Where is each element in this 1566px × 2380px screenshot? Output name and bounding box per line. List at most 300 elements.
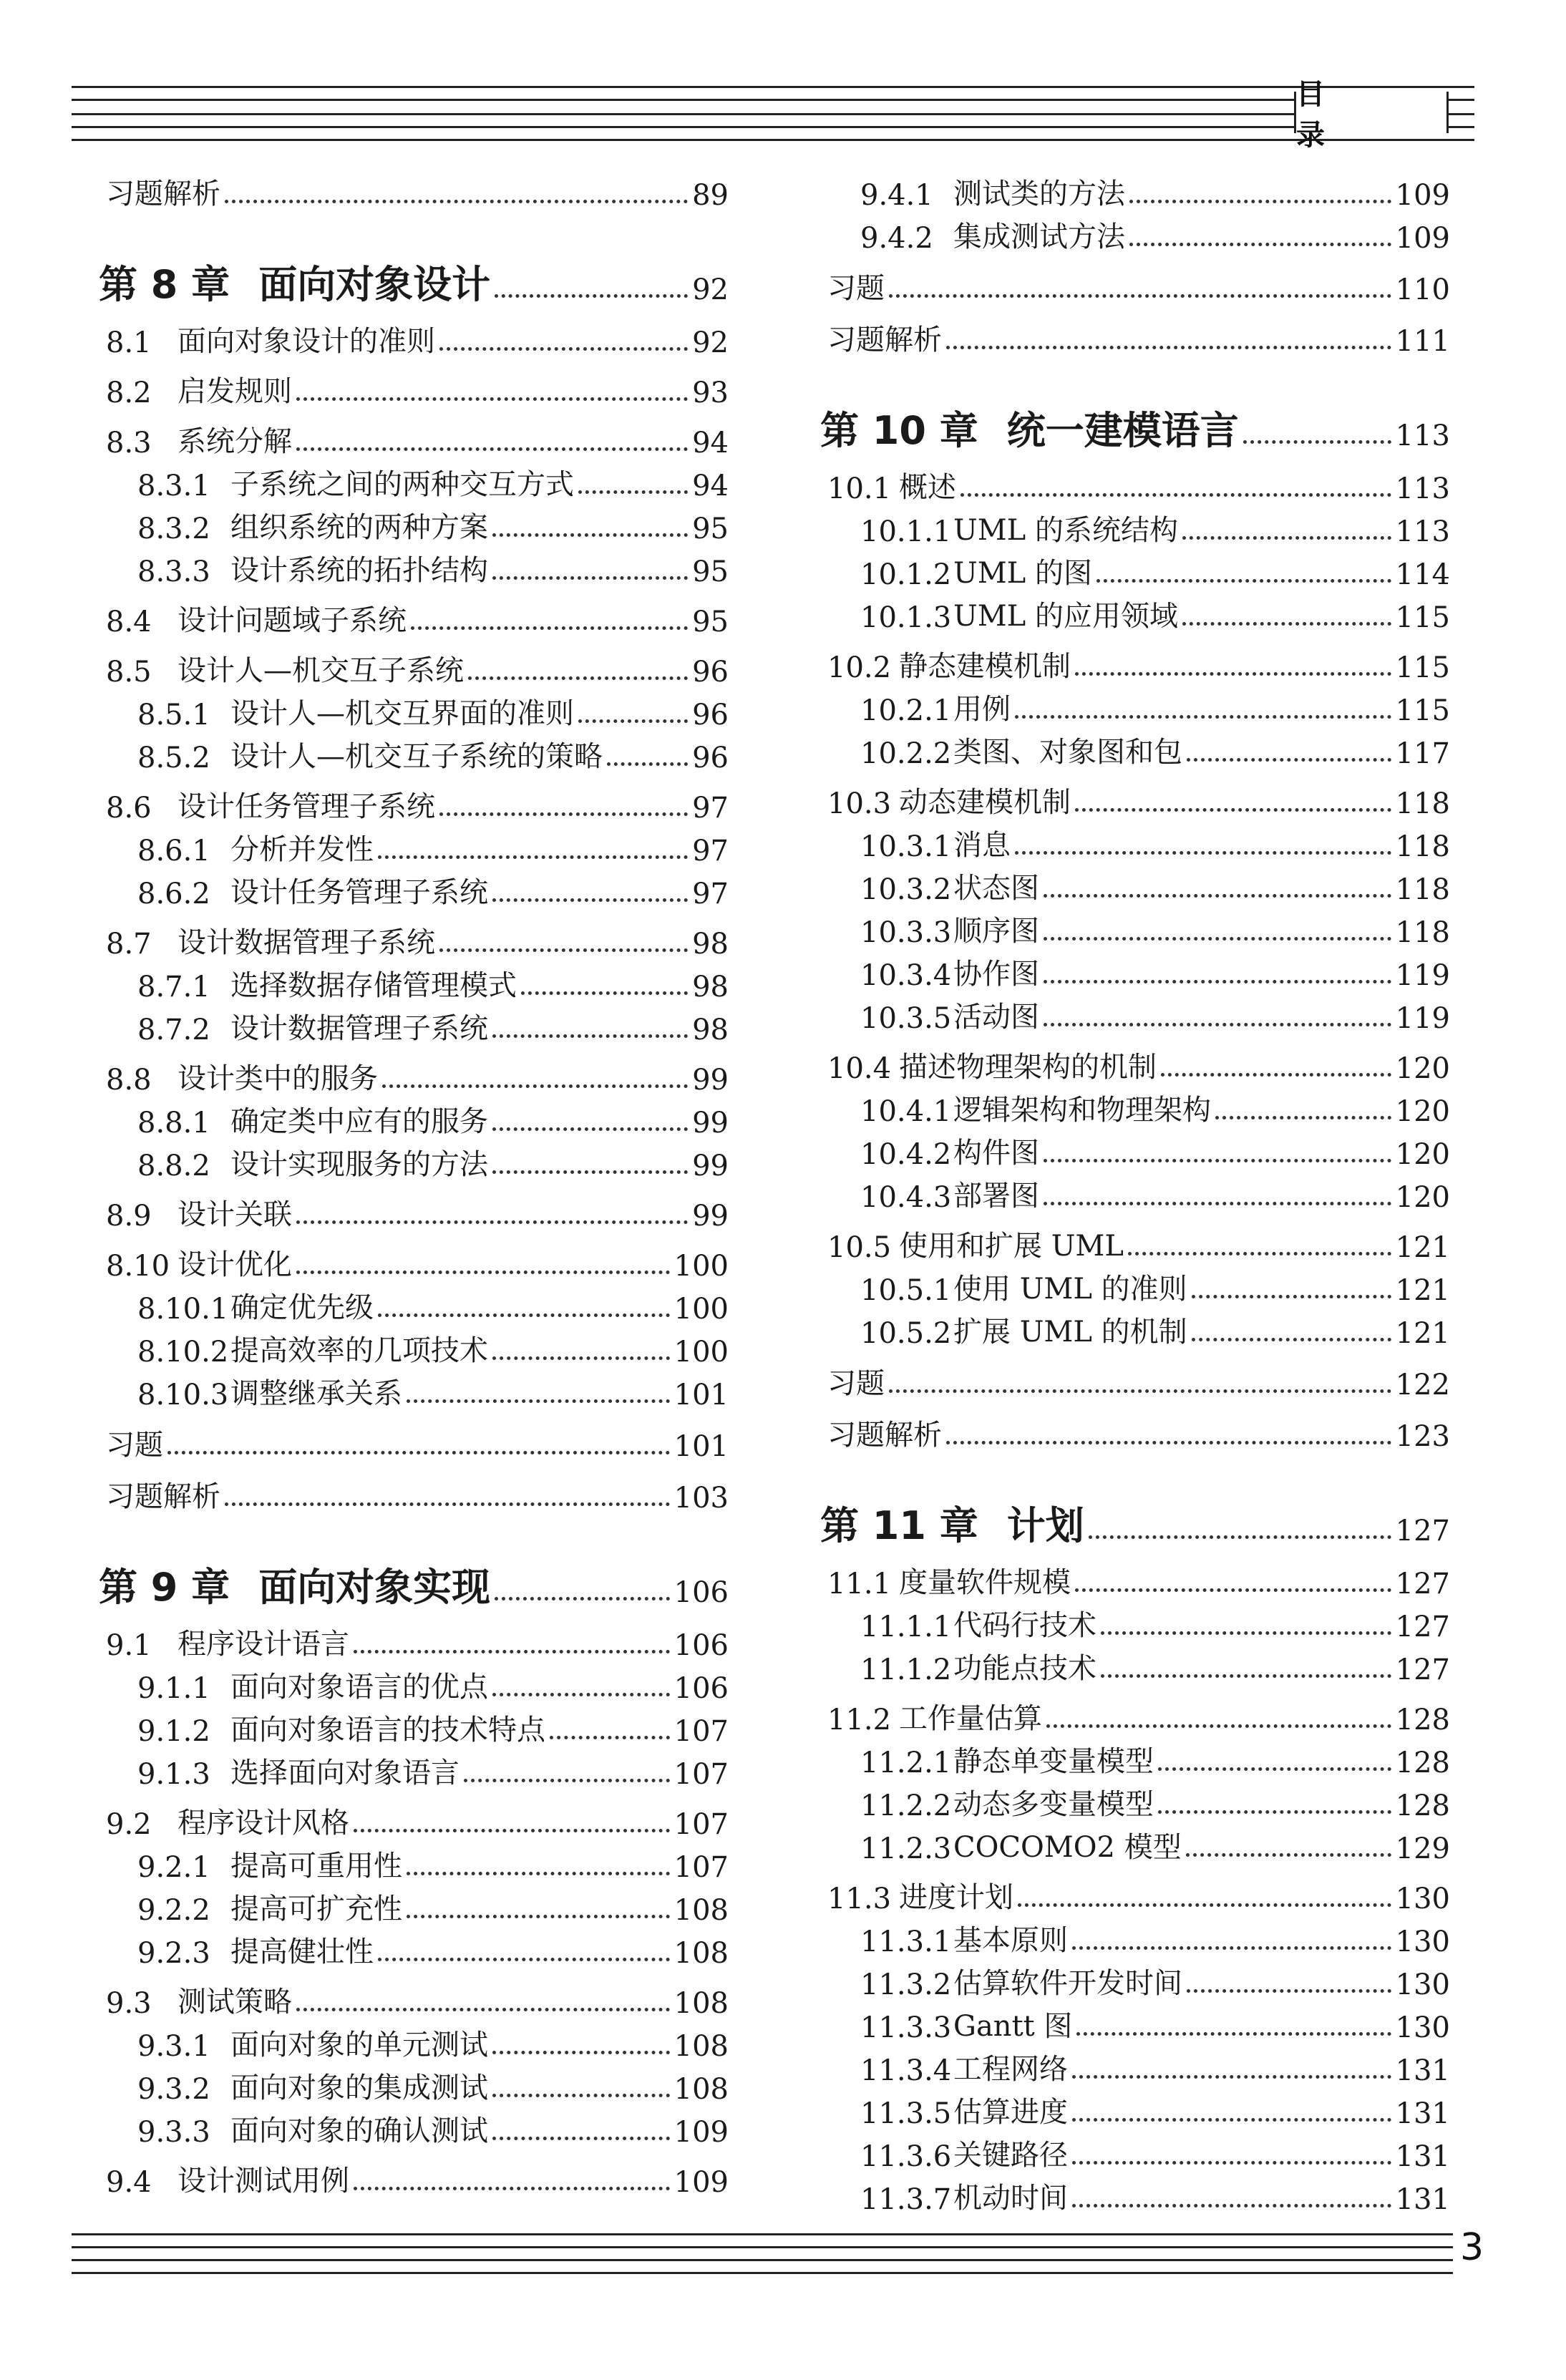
toc-entry-number: 10.3.2 bbox=[860, 873, 952, 906]
toc-entry bbox=[137, 2106, 729, 2149]
toc-entry bbox=[860, 2087, 1450, 2130]
toc-entry-title: 使用和扩展 UML bbox=[899, 1230, 1124, 1263]
toc-entry-page: 130 bbox=[1395, 2011, 1450, 2044]
toc-entry-title: 设计数据管理子系统 bbox=[230, 1012, 488, 1045]
toc-entry-page: 103 bbox=[673, 1482, 729, 1515]
toc-entry bbox=[860, 1737, 1450, 1779]
toc-entry-title: 习题 bbox=[827, 272, 885, 305]
toc-entry-page: 128 bbox=[1395, 1704, 1450, 1737]
toc-entry-number: 10.5 bbox=[827, 1231, 892, 1264]
toc-entry-page: 131 bbox=[1395, 2140, 1450, 2173]
toc-entry-page: 111 bbox=[1395, 325, 1450, 358]
toc-entry-title: 确定优先级 bbox=[230, 1291, 374, 1324]
toc-dot-leader bbox=[296, 447, 688, 451]
toc-entry-title: 习题解析 bbox=[827, 324, 942, 356]
toc-dot-leader bbox=[439, 948, 688, 952]
toc-entry bbox=[827, 1558, 1450, 1601]
toc-dot-leader bbox=[1243, 440, 1391, 444]
toc-entry-number: 10.3 bbox=[827, 787, 892, 820]
toc-entry bbox=[827, 1873, 1450, 1915]
toc-entry-title: 设计任务管理子系统 bbox=[177, 790, 435, 823]
toc-entry bbox=[106, 1977, 729, 2020]
toc-entry-number: 10.3.5 bbox=[860, 1002, 952, 1035]
toc-entry-number: 11.2.3 bbox=[860, 1832, 952, 1865]
toc-entry-page: 127 bbox=[1395, 1568, 1450, 1601]
toc-entry-number: 10.2 bbox=[827, 651, 892, 684]
toc-entry-title: 静态单变量模型 bbox=[953, 1745, 1154, 1778]
toc-entry-title: 启发规则 bbox=[177, 375, 292, 408]
toc-dot-leader bbox=[1158, 1767, 1391, 1771]
toc-entry-page: 101 bbox=[673, 1379, 729, 1412]
toc-entry-title: 子系统之间的两种交互方式 bbox=[230, 468, 574, 501]
toc-entry-title: 概述 bbox=[899, 471, 956, 504]
toc-entry-number: 8.5 bbox=[106, 656, 152, 689]
toc-dot-leader bbox=[1215, 1116, 1391, 1119]
toc-entry-page: 94 bbox=[692, 470, 729, 502]
toc-entry-number: 9.3.2 bbox=[137, 2073, 210, 2106]
toc-entry bbox=[106, 2156, 729, 2199]
toc-entry-number: 8.3 bbox=[106, 427, 152, 460]
header-title-box bbox=[1294, 78, 1449, 152]
toc-entry-title: 测试策略 bbox=[177, 1986, 292, 2019]
toc-entry bbox=[860, 1085, 1450, 1128]
toc-entry-page: 119 bbox=[1395, 1002, 1450, 1035]
toc-entry bbox=[106, 1190, 729, 1233]
toc-entry-number: 10.3.4 bbox=[860, 959, 952, 992]
header-rule-2 bbox=[72, 99, 1474, 101]
toc-dot-leader bbox=[521, 991, 688, 995]
toc-entry bbox=[137, 1369, 729, 1412]
toc-entry-number: 11.3.3 bbox=[860, 2011, 952, 2044]
toc-dot-leader bbox=[382, 1084, 688, 1088]
toc-dot-leader bbox=[1015, 715, 1391, 719]
toc-entry-number: 8.1 bbox=[106, 326, 152, 359]
toc-entry bbox=[106, 1054, 729, 1097]
toc-entry-number: 9.3.3 bbox=[137, 2116, 210, 2149]
toc-entry-title: 面向对象的确认测试 bbox=[230, 2114, 488, 2147]
footer-rule-3 bbox=[72, 2259, 1453, 2261]
toc-entry-title: 功能点技术 bbox=[953, 1652, 1096, 1685]
toc-entry-page: 108 bbox=[673, 1987, 729, 2020]
toc-entry-page: 94 bbox=[692, 427, 729, 460]
toc-entry-number: 8.7.2 bbox=[137, 1014, 210, 1046]
toc-entry-title: 程序设计风格 bbox=[177, 1807, 349, 1840]
toc-entry-number: 10.5.2 bbox=[860, 1317, 952, 1350]
toc-entry-title: 协作图 bbox=[953, 958, 1039, 991]
toc-dot-leader bbox=[354, 2187, 670, 2190]
toc-entry-title: 面向对象实现 bbox=[258, 1565, 491, 1610]
toc-dot-leader bbox=[1044, 937, 1391, 941]
toc-entry-number: 11.3.4 bbox=[860, 2054, 952, 2087]
toc-dot-leader bbox=[378, 855, 688, 859]
toc-entry-page: 110 bbox=[1395, 273, 1450, 306]
toc-entry bbox=[860, 1264, 1450, 1307]
toc-entry-page: 100 bbox=[673, 1336, 729, 1369]
toc-dot-leader bbox=[1075, 808, 1391, 812]
toc-entry-title: 构件图 bbox=[953, 1137, 1039, 1170]
toc-entry-number: 9.2.1 bbox=[137, 1851, 210, 1884]
toc-entry-number: 第 8 章 bbox=[99, 262, 230, 307]
toc-entry-title: 进度计划 bbox=[899, 1881, 1013, 1914]
toc-entry-number: 8.3.1 bbox=[137, 470, 210, 502]
toc-dot-leader bbox=[1129, 200, 1391, 203]
toc-dot-leader bbox=[439, 347, 688, 351]
page-number: 3 bbox=[1460, 2226, 1484, 2269]
toc-entry-number: 11.3.5 bbox=[860, 2097, 952, 2130]
toc-entry-title: 度量软件规模 bbox=[899, 1566, 1071, 1599]
toc-entry-title: 习题解析 bbox=[106, 1480, 220, 1513]
toc-entry-page: 101 bbox=[673, 1430, 729, 1463]
toc-entry bbox=[860, 906, 1450, 949]
toc-entry-page: 114 bbox=[1395, 558, 1450, 591]
toc-entry-title: UML 的系统结构 bbox=[953, 514, 1178, 547]
toc-entry-number: 8.10.3 bbox=[137, 1379, 229, 1412]
toc-chapter-entry bbox=[99, 245, 729, 309]
toc-dot-leader bbox=[1192, 1338, 1391, 1341]
toc-entry-page: 100 bbox=[673, 1293, 729, 1326]
toc-entry-title: COCOMO2 模型 bbox=[953, 1831, 1182, 1864]
toc-entry-title: 面向对象的集成测试 bbox=[230, 2071, 488, 2104]
toc-entry bbox=[137, 868, 729, 910]
toc-entry-title: 动态建模机制 bbox=[899, 786, 1071, 819]
toc-entry-number: 9.2.2 bbox=[137, 1894, 210, 1927]
toc-dot-leader bbox=[1072, 2118, 1391, 2122]
header-title: 目 录 bbox=[1296, 78, 1368, 152]
toc-entry bbox=[860, 1643, 1450, 1686]
toc-entry-number: 9.2 bbox=[106, 1808, 152, 1841]
toc-dot-leader bbox=[1128, 1252, 1391, 1255]
toc-entry-title: 计划 bbox=[1006, 1503, 1084, 1548]
toc-entry-page: 130 bbox=[1395, 1883, 1450, 1915]
toc-entry-title: 设计数据管理子系统 bbox=[177, 926, 435, 959]
toc-entry-number: 11.3.2 bbox=[860, 1968, 952, 2001]
toc-entry-number: 10.4.1 bbox=[860, 1095, 952, 1128]
toc-entry-page: 127 bbox=[1395, 1653, 1450, 1686]
toc-entry-title: Gantt 图 bbox=[953, 2010, 1073, 2043]
toc-entry-number: 11.3.7 bbox=[860, 2183, 952, 2216]
toc-entry-page: 108 bbox=[673, 2030, 729, 2063]
toc-entry-page: 106 bbox=[673, 1576, 729, 1609]
toc-entry-title: 面向对象设计的准则 bbox=[177, 325, 435, 358]
toc-entry-title: 面向对象的单元测试 bbox=[230, 2029, 488, 2061]
toc-dot-leader bbox=[1089, 1535, 1391, 1539]
toc-entry-page: 106 bbox=[673, 1629, 729, 1662]
toc-dot-leader bbox=[960, 493, 1391, 497]
toc-dot-leader bbox=[411, 626, 688, 630]
toc-entry-title: 统一建模语言 bbox=[1006, 408, 1239, 453]
toc-entry-page: 89 bbox=[692, 179, 729, 212]
toc-entry-title: 设计类中的服务 bbox=[177, 1062, 378, 1095]
toc-dot-leader bbox=[889, 294, 1391, 298]
toc-dot-leader bbox=[225, 200, 688, 203]
toc-entry-number: 8.2 bbox=[106, 377, 152, 409]
toc-entry-number: 10.2.2 bbox=[860, 737, 952, 770]
toc-dot-leader bbox=[492, 1693, 670, 1696]
toc-entry-page: 129 bbox=[1395, 1832, 1450, 1865]
toc-entry bbox=[860, 2173, 1450, 2216]
toc-entry-page: 121 bbox=[1395, 1274, 1450, 1307]
toc-entry-page: 107 bbox=[673, 1851, 729, 1884]
toc-entry-page: 128 bbox=[1395, 1747, 1450, 1779]
toc-entry-number: 8.7.1 bbox=[137, 971, 210, 1004]
toc-entry bbox=[827, 1410, 1450, 1453]
toc-entry bbox=[860, 169, 1450, 212]
toc-entry-number: 8.3.2 bbox=[137, 513, 210, 545]
toc-dot-leader bbox=[1101, 1674, 1391, 1678]
toc-dot-leader bbox=[296, 1271, 670, 1274]
toc-entry-title: 工作量估算 bbox=[899, 1702, 1042, 1735]
toc-entry bbox=[860, 2130, 1450, 2173]
toc-entry-page: 92 bbox=[692, 273, 729, 306]
toc-entry-number: 第 11 章 bbox=[820, 1503, 978, 1548]
toc-entry-title: 提高可扩充性 bbox=[230, 1893, 402, 1925]
toc-dot-leader bbox=[1072, 2075, 1391, 2079]
toc-entry-page: 109 bbox=[673, 2116, 729, 2149]
toc-entry-number: 8.5.1 bbox=[137, 699, 210, 732]
toc-entry-page: 115 bbox=[1395, 651, 1450, 684]
toc-entry-page: 99 bbox=[692, 1150, 729, 1182]
toc-entry-number: 10.1.3 bbox=[860, 601, 952, 634]
toc-dot-leader bbox=[1018, 1903, 1391, 1907]
toc-entry-number: 11.3.1 bbox=[860, 1925, 952, 1958]
toc-dot-leader bbox=[1044, 1202, 1391, 1205]
toc-entry-title: 扩展 UML 的机制 bbox=[953, 1316, 1187, 1349]
toc-entry bbox=[860, 505, 1450, 548]
toc-entry-number: 9.1.3 bbox=[137, 1758, 210, 1791]
toc-entry-number: 11.1 bbox=[827, 1568, 892, 1601]
toc-entry-page: 121 bbox=[1395, 1317, 1450, 1350]
toc-entry bbox=[860, 1128, 1450, 1171]
toc-entry-page: 96 bbox=[692, 699, 729, 732]
toc-entry-title: 选择数据存储管理模式 bbox=[230, 969, 517, 1002]
toc-entry bbox=[860, 1958, 1450, 2001]
toc-entry bbox=[106, 1472, 729, 1515]
toc-dot-leader bbox=[889, 1389, 1391, 1393]
toc-entry-number: 10.2.1 bbox=[860, 694, 952, 727]
toc-dot-leader bbox=[167, 1451, 670, 1454]
toc-entry bbox=[137, 1097, 729, 1140]
toc-entry-title: 描述物理架构的机制 bbox=[899, 1051, 1157, 1084]
toc-entry bbox=[106, 918, 729, 961]
toc-dot-leader bbox=[378, 1313, 670, 1317]
toc-dot-leader bbox=[1187, 758, 1391, 762]
toc-dot-leader bbox=[495, 294, 688, 298]
toc-entry-number: 9.2.3 bbox=[137, 1937, 210, 1970]
toc-entry-page: 122 bbox=[1395, 1369, 1450, 1402]
toc-entry-number: 8.4 bbox=[106, 606, 152, 638]
toc-entry-page: 96 bbox=[692, 742, 729, 774]
toc-dot-leader bbox=[1192, 1295, 1391, 1298]
toc-dot-leader bbox=[492, 2094, 670, 2097]
toc-entry-title: 工程网络 bbox=[953, 2053, 1068, 2086]
toc-entry-page: 108 bbox=[673, 1937, 729, 1970]
toc-entry-title: 设计人—机交互界面的准则 bbox=[230, 697, 574, 730]
toc-entry-title: 系统分解 bbox=[177, 425, 292, 458]
toc-entry bbox=[827, 1694, 1450, 1737]
toc-dot-leader bbox=[1129, 243, 1391, 246]
toc-entry-title: 面向对象设计 bbox=[258, 262, 491, 307]
toc-entry-page: 92 bbox=[692, 326, 729, 359]
toc-entry-page: 99 bbox=[692, 1064, 729, 1097]
toc-dot-leader bbox=[946, 346, 1391, 349]
toc-entry-title: 集成测试方法 bbox=[953, 220, 1125, 253]
toc-entry-page: 128 bbox=[1395, 1789, 1450, 1822]
toc-entry bbox=[137, 1283, 729, 1326]
toc-entry bbox=[860, 684, 1450, 727]
toc-dot-leader bbox=[1187, 1989, 1391, 1993]
toc-entry bbox=[137, 689, 729, 732]
toc-entry-number: 8.3.3 bbox=[137, 555, 210, 588]
toc-entry bbox=[137, 1662, 729, 1705]
toc-entry-number: 9.4.1 bbox=[860, 179, 933, 212]
toc-entry-title: 组织系统的两种方案 bbox=[230, 511, 488, 544]
toc-entry-page: 109 bbox=[1395, 179, 1450, 212]
toc-entry-number: 8.6 bbox=[106, 792, 152, 825]
toc-entry-page: 131 bbox=[1395, 2097, 1450, 2130]
toc-entry-page: 95 bbox=[692, 606, 729, 638]
toc-entry-page: 108 bbox=[673, 1894, 729, 1927]
toc-dot-leader bbox=[492, 1356, 670, 1360]
toc-entry-number: 8.6.2 bbox=[137, 878, 210, 910]
toc-dot-leader bbox=[378, 1958, 670, 1961]
toc-entry-number: 11.2.1 bbox=[860, 1747, 952, 1779]
toc-dot-leader bbox=[1075, 1588, 1391, 1592]
toc-entry bbox=[827, 1221, 1450, 1264]
toc-entry-page: 97 bbox=[692, 792, 729, 825]
toc-entry-page: 108 bbox=[673, 2073, 729, 2106]
toc-entry-page: 127 bbox=[1395, 1611, 1450, 1643]
header-rule-5 bbox=[72, 139, 1474, 141]
toc-entry-number: 11.2.2 bbox=[860, 1789, 952, 1822]
toc-entry bbox=[860, 1915, 1450, 1958]
toc-dot-leader bbox=[492, 1127, 688, 1131]
toc-entry-page: 100 bbox=[673, 1250, 729, 1283]
toc-entry bbox=[137, 1884, 729, 1927]
toc-entry-number: 10.3.3 bbox=[860, 916, 952, 949]
toc-dot-leader bbox=[225, 1502, 670, 1506]
toc-entry-number: 8.10.2 bbox=[137, 1336, 229, 1369]
toc-entry-page: 96 bbox=[692, 656, 729, 689]
toc-entry-page: 118 bbox=[1395, 830, 1450, 863]
toc-entry-page: 120 bbox=[1395, 1052, 1450, 1085]
toc-entry-page: 98 bbox=[692, 971, 729, 1004]
toc-entry-page: 98 bbox=[692, 1014, 729, 1046]
toc-entry-page: 113 bbox=[1395, 472, 1450, 505]
toc-entry bbox=[106, 1619, 729, 1662]
toc-entry-page: 123 bbox=[1395, 1420, 1450, 1453]
toc-entry-title: 习题解析 bbox=[106, 178, 220, 210]
toc-entry bbox=[137, 1140, 729, 1182]
toc-entry-title: 设计系统的拓扑结构 bbox=[230, 554, 488, 587]
toc-entry bbox=[137, 502, 729, 545]
toc-entry-page: 131 bbox=[1395, 2054, 1450, 2087]
toc-entry bbox=[827, 263, 1450, 306]
toc-entry bbox=[827, 462, 1450, 505]
toc-dot-leader bbox=[1186, 1853, 1391, 1857]
footer-rule-2 bbox=[72, 2246, 1453, 2248]
toc-dot-leader bbox=[296, 397, 688, 401]
toc-dot-leader bbox=[407, 1399, 670, 1403]
toc-entry-number: 8.10.1 bbox=[137, 1293, 229, 1326]
toc-entry-number: 9.4.2 bbox=[860, 222, 933, 255]
footer-rule-1 bbox=[72, 2233, 1453, 2235]
toc-entry-title: 顺序图 bbox=[953, 915, 1039, 948]
toc-entry-page: 127 bbox=[1395, 1515, 1450, 1548]
toc-dot-leader bbox=[354, 1829, 670, 1832]
toc-entry-number: 11.1.2 bbox=[860, 1653, 952, 1686]
toc-entry-number: 9.1.1 bbox=[137, 1672, 210, 1705]
toc-entry-title: 估算进度 bbox=[953, 2096, 1068, 2129]
toc-dot-leader bbox=[407, 1915, 670, 1918]
toc-dot-leader bbox=[464, 1779, 670, 1782]
toc-entry-page: 119 bbox=[1395, 959, 1450, 992]
toc-dot-leader bbox=[492, 1170, 688, 1174]
toc-entry-number: 10.4.2 bbox=[860, 1138, 952, 1171]
toc-entry-title: 基本原则 bbox=[953, 1924, 1068, 1957]
toc-entry bbox=[137, 825, 729, 868]
toc-entry-number: 9.1.2 bbox=[137, 1715, 210, 1748]
toc-entry-page: 95 bbox=[692, 555, 729, 588]
toc-entry bbox=[827, 1359, 1450, 1402]
toc-entry-number: 10.5.1 bbox=[860, 1274, 952, 1307]
toc-entry-page: 115 bbox=[1395, 694, 1450, 727]
toc-entry-page: 130 bbox=[1395, 1968, 1450, 2001]
toc-entry-title: 确定类中应有的服务 bbox=[230, 1105, 488, 1138]
toc-dot-leader bbox=[354, 1650, 670, 1653]
toc-entry bbox=[860, 863, 1450, 906]
toc-entry-title: 设计人—机交互子系统 bbox=[177, 654, 464, 687]
toc-entry-number: 10.1.2 bbox=[860, 558, 952, 591]
toc-entry-title: 面向对象语言的优点 bbox=[230, 1671, 488, 1704]
toc-entry-title: 设计人—机交互子系统的策略 bbox=[230, 740, 603, 773]
toc-chapter-entry bbox=[820, 391, 1450, 455]
toc-dot-leader bbox=[1072, 2161, 1391, 2165]
toc-entry-title: 关键路径 bbox=[953, 2139, 1068, 2172]
toc-entry-page: 99 bbox=[692, 1200, 729, 1233]
toc-entry-title: 状态图 bbox=[953, 872, 1039, 905]
toc-entry-number: 8.8.2 bbox=[137, 1150, 210, 1182]
toc-entry-number: 9.3.1 bbox=[137, 2030, 210, 2063]
toc-entry-title: 活动图 bbox=[953, 1001, 1039, 1034]
toc-dot-leader bbox=[1046, 1724, 1391, 1728]
toc-entry-number: 11.2 bbox=[827, 1704, 892, 1737]
toc-entry-number: 9.1 bbox=[106, 1629, 152, 1662]
toc-dot-leader bbox=[607, 762, 688, 766]
toc-entry-title: 设计实现服务的方法 bbox=[230, 1148, 488, 1181]
toc-entry bbox=[106, 596, 729, 638]
toc-entry-page: 95 bbox=[692, 513, 729, 545]
toc-entry-page: 97 bbox=[692, 835, 729, 868]
toc-entry-number: 10.4.3 bbox=[860, 1181, 952, 1214]
toc-entry bbox=[827, 777, 1450, 820]
toc-entry-page: 131 bbox=[1395, 2183, 1450, 2216]
toc-entry-title: 使用 UML 的准则 bbox=[953, 1273, 1187, 1306]
toc-entry-page: 93 bbox=[692, 377, 729, 409]
toc-entry-page: 107 bbox=[673, 1715, 729, 1748]
toc-entry-title: 代码行技术 bbox=[953, 1609, 1096, 1642]
toc-entry-number: 8.9 bbox=[106, 1200, 152, 1233]
toc-entry-title: 设计关联 bbox=[177, 1198, 292, 1231]
toc-entry-page: 118 bbox=[1395, 787, 1450, 820]
toc-entry bbox=[860, 1822, 1450, 1865]
toc-entry-title: 类图、对象图和包 bbox=[953, 736, 1182, 769]
toc-dot-leader bbox=[1072, 1946, 1391, 1950]
toc-entry-number: 9.4 bbox=[106, 2166, 152, 2199]
toc-entry bbox=[860, 2044, 1450, 2087]
toc-entry-number: 8.8 bbox=[106, 1064, 152, 1097]
toc-entry-title: 设计测试用例 bbox=[177, 2165, 349, 2197]
toc-entry-page: 107 bbox=[673, 1808, 729, 1841]
